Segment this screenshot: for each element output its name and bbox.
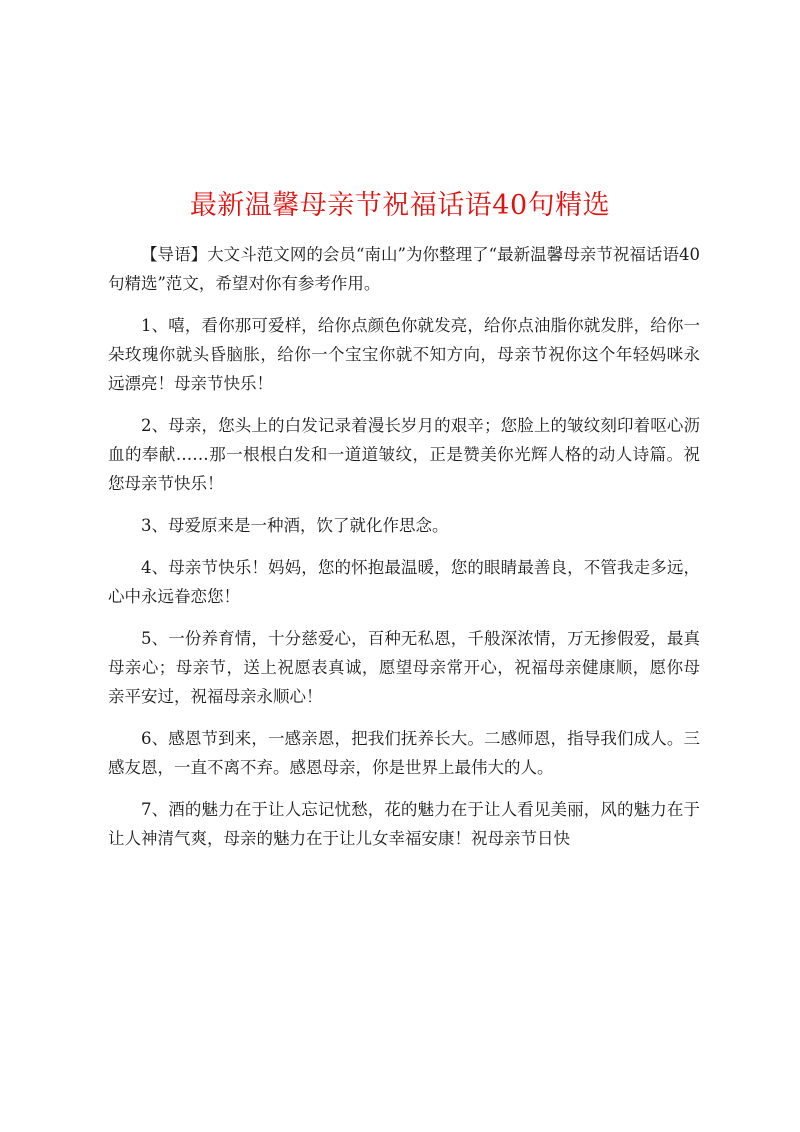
blessing-paragraph-3: 3、母爱原来是一种酒，饮了就化作思念。 bbox=[141, 516, 449, 535]
intro-paragraph: 【导语】大文斗范文网的会员“南山”为你整理了“最新温馨母亲节祝福话语40句精选”范文，希望对你有参考作用。 bbox=[108, 245, 700, 293]
document-title: 最新温馨母亲节祝福话语40句精选 bbox=[189, 190, 611, 222]
blessing-paragraph-6: 6、感恩节到来，一感亲恩，把我们抚养长大。二感师恩，指导我们成人。三感友恩，一直不离不弃。感恩母亲，你是世界上最伟大的人。 bbox=[108, 729, 700, 777]
document-body bbox=[108, 240, 700, 866]
blessing-paragraph-5: 5、一份养育情，十分慈爱心，百种无私恩，千般深浓情，万无掺假爱，最真母亲心；母亲节，送上祝愿表真诚，愿望母亲常开心，祝福母亲健康顺，愿你母亲平安过，祝福母亲永顺心！ bbox=[108, 629, 700, 706]
blessing-paragraph-2: 2、母亲，您头上的白发记录着漫长岁月的艰辛；您脸上的皱纹刻印着呕心沥血的奉献……那一根根白发和一道道皱纹，正是赞美你光辉人格的动人诗篇。祝您母亲节快乐！ bbox=[108, 416, 700, 493]
blessing-paragraph-4: 4、母亲节快乐！妈妈，您的怀抱最温暖，您的眼睛最善良，不管我走多远，心中永远眷恋您！ bbox=[108, 558, 700, 606]
blessing-paragraph-1: 1、嘻，看你那可爱样，给你点颜色你就发亮，给你点油脂你就发胖，给你一朵玫瑰你就头昏脑胀，给你一个宝宝你就不知方向，母亲节祝你这个年轻妈咪永远漂亮！母亲节快乐！ bbox=[108, 316, 700, 393]
blessing-paragraph-7: 7、酒的魅力在于让人忘记忧愁，花的魅力在于让人看见美丽，风的魅力在于让人神清气爽，母亲的魅力在于让儿女幸福安康！祝母亲节日快 bbox=[108, 800, 700, 848]
